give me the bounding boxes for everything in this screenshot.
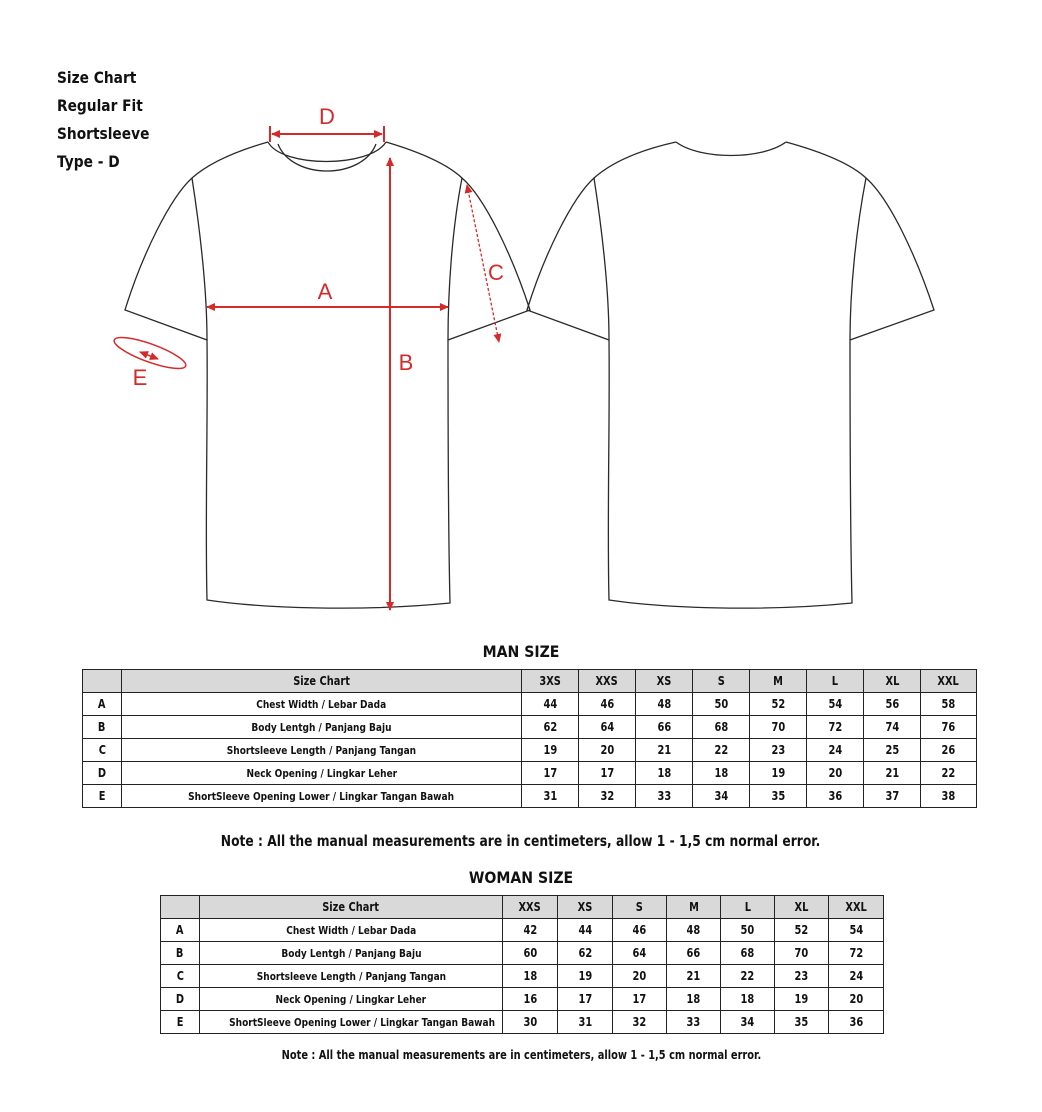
size-value: 17: [613, 988, 667, 1011]
size-value: 33: [636, 785, 693, 808]
size-value: 22: [693, 739, 750, 762]
row-description: Chest Width / Lebar Dada: [122, 693, 522, 716]
measure-d: [270, 104, 384, 142]
size-header: XS: [636, 670, 693, 693]
size-value: 20: [613, 965, 667, 988]
table-row: [161, 942, 884, 965]
size-value: 21: [864, 762, 921, 785]
row-code: C: [161, 965, 200, 988]
row-code: E: [83, 785, 122, 808]
table-row: [83, 693, 977, 716]
row-description: Body Lentgh / Panjang Baju: [122, 716, 522, 739]
size-value: 18: [721, 988, 775, 1011]
row-code: D: [161, 988, 200, 1011]
size-value: 64: [579, 716, 636, 739]
row-description: Chest Width / Lebar Dada: [200, 919, 503, 942]
size-value: 20: [807, 762, 864, 785]
woman-size-title: WOMAN SIZE: [468, 868, 574, 887]
size-value: 18: [667, 988, 721, 1011]
size-header: XL: [775, 896, 829, 919]
size-value: 22: [721, 965, 775, 988]
size-header: M: [667, 896, 721, 919]
size-value: 33: [667, 1011, 721, 1034]
size-value: 68: [721, 942, 775, 965]
row-description: ShortSleeve Opening Lower / Lingkar Tangan Bawah: [200, 1011, 503, 1034]
row-description: ShortSleeve Opening Lower / Lingkar Tangan Bawah: [122, 785, 522, 808]
size-value: 24: [807, 739, 864, 762]
table-row: [161, 919, 884, 942]
size-header: M: [750, 670, 807, 693]
size-value: 72: [829, 942, 884, 965]
row-description: Neck Opening / Lingkar Leher: [200, 988, 503, 1011]
table-header-row: [161, 896, 884, 919]
size-header: XXL: [829, 896, 884, 919]
size-value: 44: [558, 919, 613, 942]
label-d: D: [319, 104, 335, 129]
size-value: 20: [579, 739, 636, 762]
size-value: 34: [721, 1011, 775, 1034]
table-row: [83, 739, 977, 762]
woman-size-table: [160, 895, 884, 1034]
size-header: S: [613, 896, 667, 919]
man-size-title: MAN SIZE: [482, 642, 560, 661]
header-line-4: Type - D: [57, 152, 120, 171]
table-row: [83, 716, 977, 739]
measure-a: [207, 279, 448, 307]
size-value: 46: [613, 919, 667, 942]
table-row: [161, 965, 884, 988]
size-value: 44: [522, 693, 579, 716]
front-tshirt-outline: [125, 142, 530, 608]
size-value: 62: [522, 716, 579, 739]
size-header: XL: [864, 670, 921, 693]
size-value: 54: [807, 693, 864, 716]
size-value: 74: [864, 716, 921, 739]
size-value: 20: [829, 988, 884, 1011]
table-row: [83, 762, 977, 785]
size-value: 18: [636, 762, 693, 785]
code-header: [161, 896, 200, 919]
size-value: 19: [522, 739, 579, 762]
header-line-2: Regular Fit: [57, 96, 143, 115]
size-value: 46: [579, 693, 636, 716]
table-header-row: [83, 670, 977, 693]
size-value: 17: [558, 988, 613, 1011]
size-value: 66: [636, 716, 693, 739]
man-size-note: Note : All the manual measurements are in centimeters, allow 1 - 1,5 cm normal error.: [221, 832, 821, 850]
size-value: 18: [503, 965, 558, 988]
size-value: 31: [558, 1011, 613, 1034]
size-value: 19: [558, 965, 613, 988]
size-value: 72: [807, 716, 864, 739]
row-description: Shortsleeve Length / Panjang Tangan: [200, 965, 503, 988]
size-value: 32: [579, 785, 636, 808]
row-code: D: [83, 762, 122, 785]
measure-b: [390, 158, 413, 610]
size-chart-header: Size Chart: [200, 896, 503, 919]
man-size-table: [82, 669, 977, 808]
size-value: 30: [503, 1011, 558, 1034]
label-c: C: [488, 260, 504, 285]
size-value: 16: [503, 988, 558, 1011]
size-value: 34: [693, 785, 750, 808]
size-value: 37: [864, 785, 921, 808]
table-row: [83, 785, 977, 808]
measure-e: [111, 332, 189, 390]
row-code: A: [161, 919, 200, 942]
size-value: 32: [613, 1011, 667, 1034]
size-value: 68: [693, 716, 750, 739]
size-value: 52: [775, 919, 829, 942]
size-value: 17: [579, 762, 636, 785]
size-value: 62: [558, 942, 613, 965]
size-value: 48: [636, 693, 693, 716]
table-row: [161, 1011, 884, 1034]
woman-size-note: Note : All the manual measurements are in centimeters, allow 1 - 1,5 cm normal error.: [281, 1048, 761, 1062]
size-header: XXS: [503, 896, 558, 919]
row-code: E: [161, 1011, 200, 1034]
size-value: 23: [750, 739, 807, 762]
row-description: Neck Opening / Lingkar Leher: [122, 762, 522, 785]
header-line-1: Size Chart: [57, 68, 137, 87]
size-value: 52: [750, 693, 807, 716]
size-value: 58: [921, 693, 977, 716]
label-b: B: [398, 350, 414, 375]
size-value: 17: [522, 762, 579, 785]
size-value: 42: [503, 919, 558, 942]
row-description: Body Lentgh / Panjang Baju: [200, 942, 503, 965]
size-header: XXL: [921, 670, 977, 693]
size-chart-header: Size Chart: [122, 670, 522, 693]
row-description: Shortsleeve Length / Panjang Tangan: [122, 739, 522, 762]
size-value: 23: [775, 965, 829, 988]
size-value: 25: [864, 739, 921, 762]
size-value: 36: [807, 785, 864, 808]
size-value: 21: [667, 965, 721, 988]
size-value: 54: [829, 919, 884, 942]
size-value: 64: [613, 942, 667, 965]
row-code: B: [83, 716, 122, 739]
size-header: XS: [558, 896, 613, 919]
size-value: 19: [775, 988, 829, 1011]
size-value: 26: [921, 739, 977, 762]
size-value: 35: [750, 785, 807, 808]
size-value: 35: [775, 1011, 829, 1034]
code-header: [83, 670, 122, 693]
size-value: 38: [921, 785, 977, 808]
size-header: L: [807, 670, 864, 693]
row-code: C: [83, 739, 122, 762]
size-value: 31: [522, 785, 579, 808]
size-value: 24: [829, 965, 884, 988]
size-value: 19: [750, 762, 807, 785]
size-value: 18: [693, 762, 750, 785]
back-tshirt-outline: [527, 142, 934, 608]
size-value: 60: [503, 942, 558, 965]
row-code: B: [161, 942, 200, 965]
size-header: S: [693, 670, 750, 693]
size-value: 36: [829, 1011, 884, 1034]
size-value: 22: [921, 762, 977, 785]
table-row: [161, 988, 884, 1011]
size-value: 76: [921, 716, 977, 739]
header-line-3: Shortsleeve: [57, 124, 150, 143]
size-header: XXS: [579, 670, 636, 693]
size-value: 48: [667, 919, 721, 942]
label-e: E: [132, 365, 148, 390]
size-value: 50: [721, 919, 775, 942]
size-value: 66: [667, 942, 721, 965]
size-value: 50: [693, 693, 750, 716]
row-code: A: [83, 693, 122, 716]
size-value: 56: [864, 693, 921, 716]
size-header: 3XS: [522, 670, 579, 693]
size-header: L: [721, 896, 775, 919]
size-value: 70: [775, 942, 829, 965]
label-a: A: [317, 279, 333, 304]
size-value: 21: [636, 739, 693, 762]
size-value: 70: [750, 716, 807, 739]
